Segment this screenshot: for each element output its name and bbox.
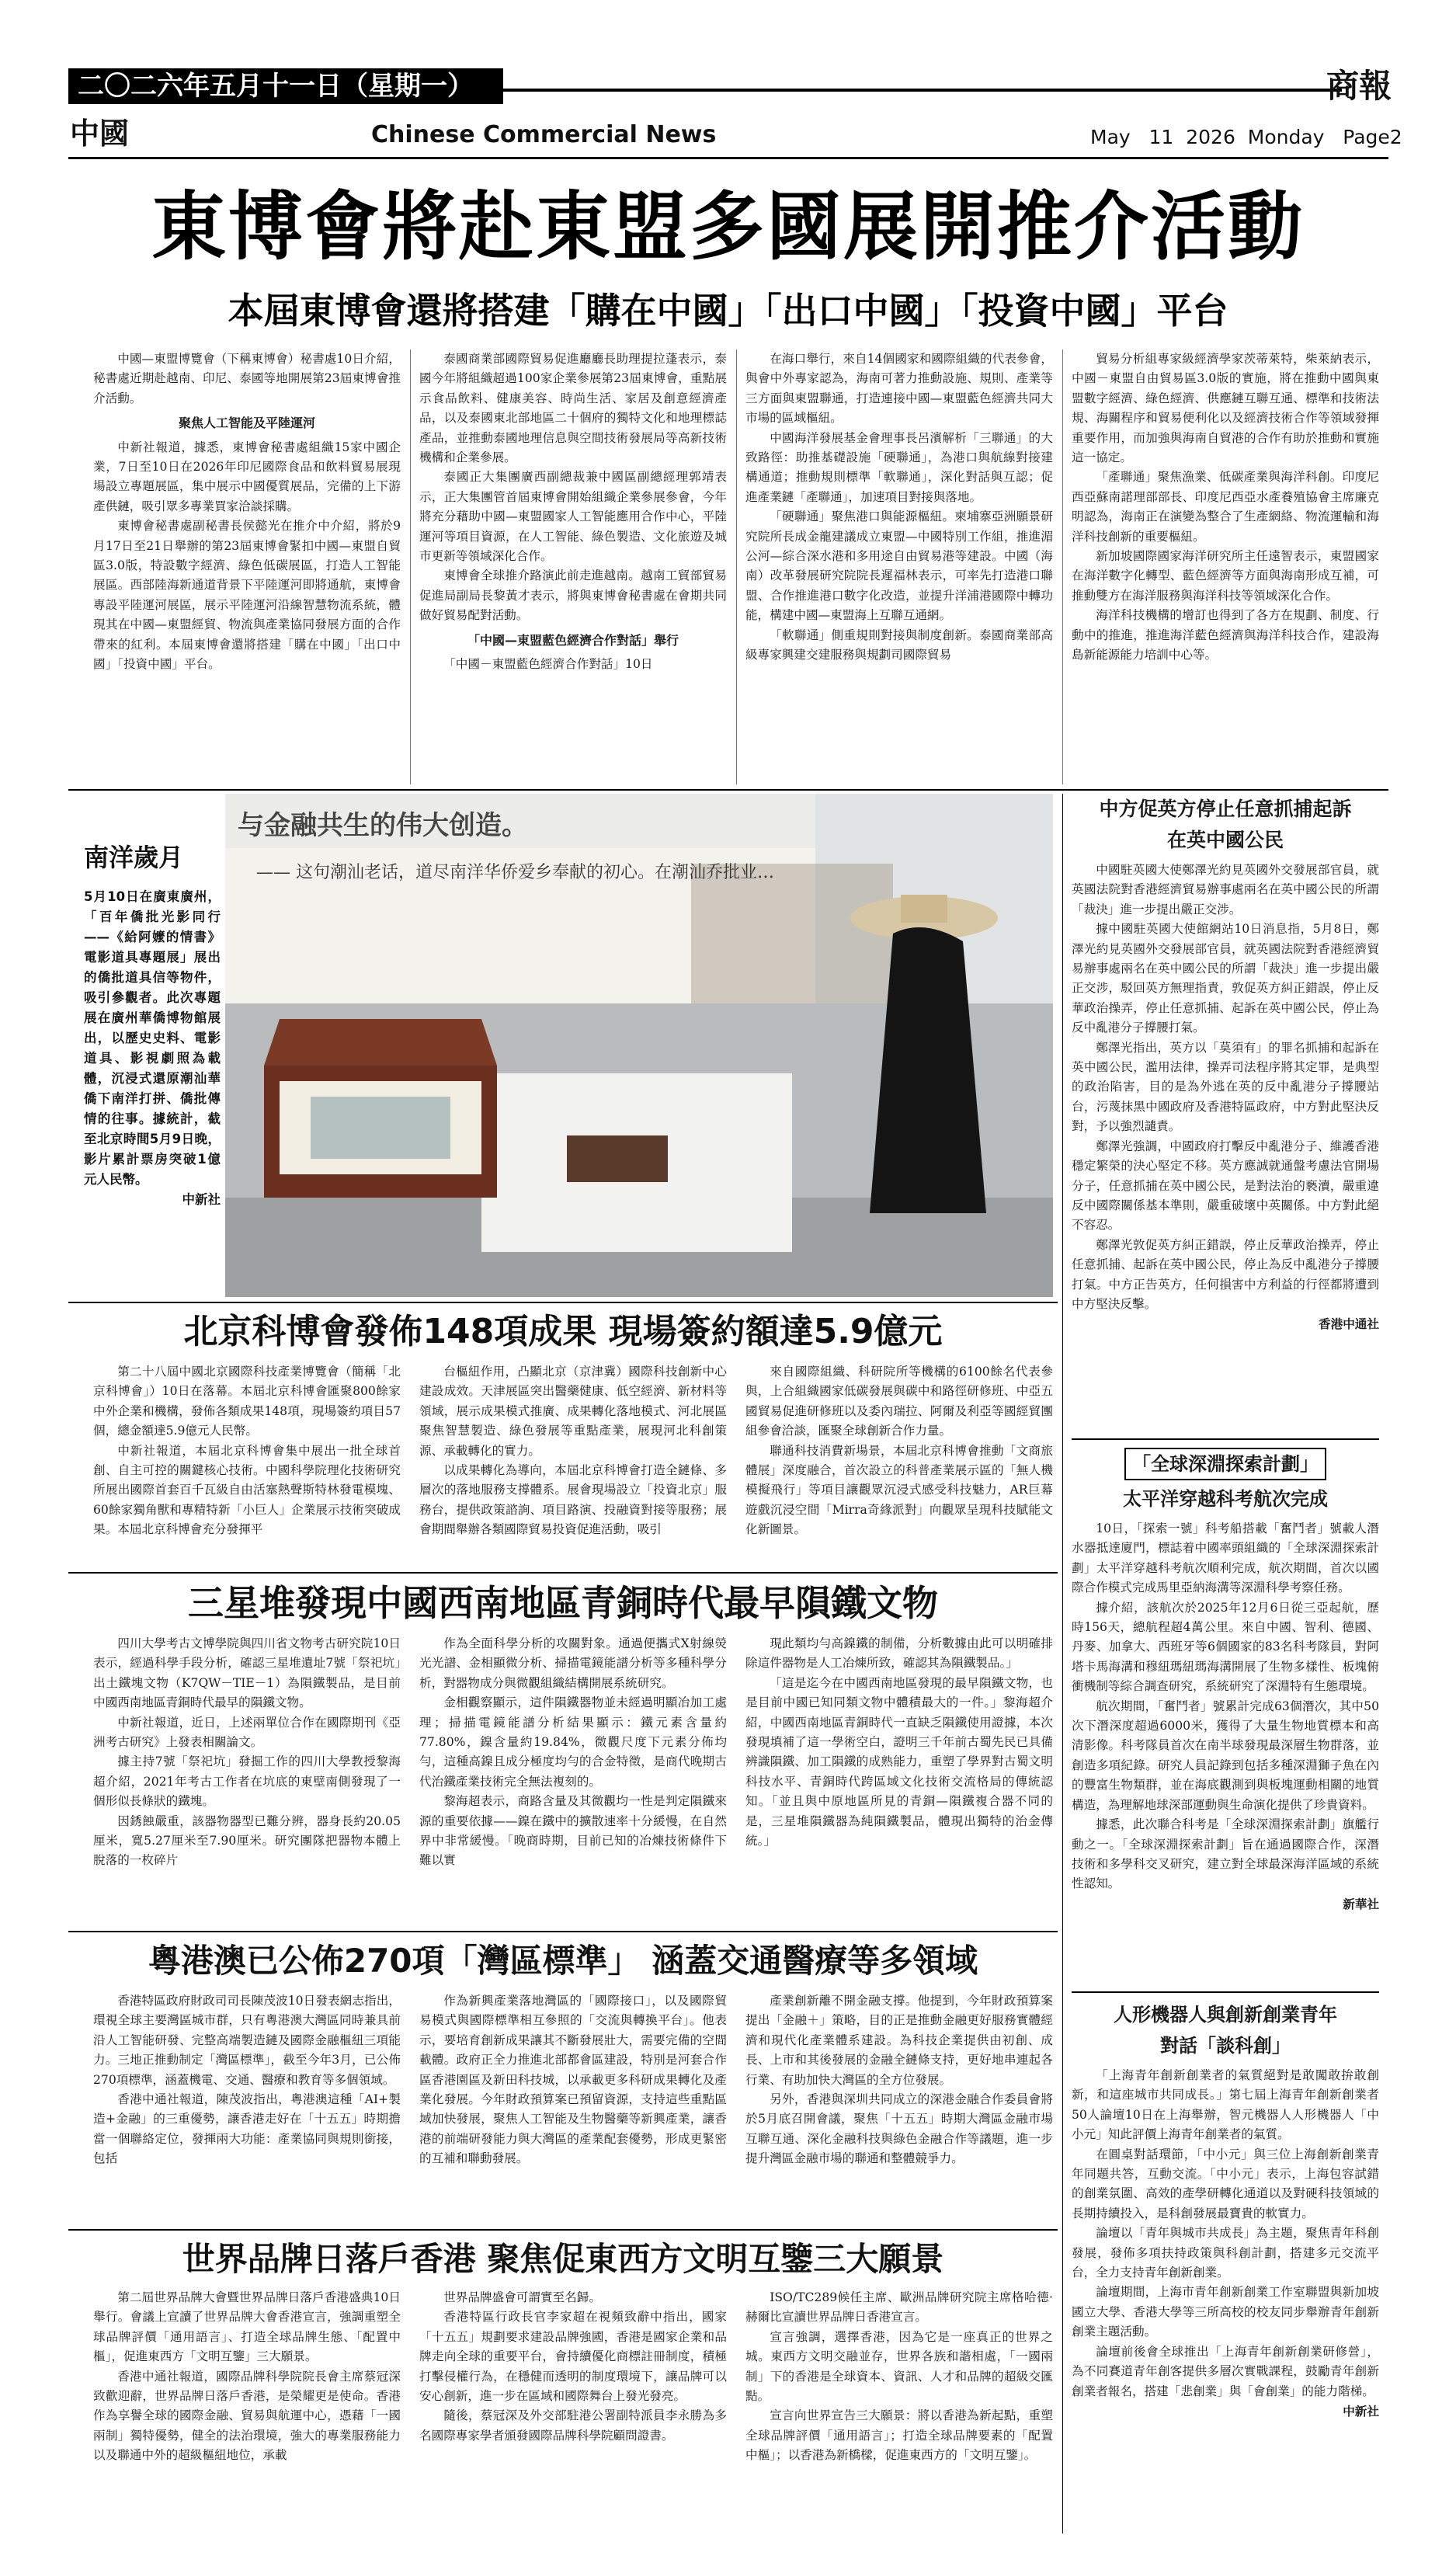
sidebar-article-2 <box>1072 1445 1379 1987</box>
s5-col-2 <box>419 2288 727 2533</box>
section-rule <box>68 1302 1058 1303</box>
date-en: May 11 2026 Monday Page2 <box>1090 126 1402 148</box>
sidebar-a3-p2: 在圓桌對話環節，「中小元」與三位上海創新創業青年同題共答，互動交流。「中小元」表示，上海包容試錯的創業氛圍、高效的產學研轉化通道以及對硬科技領域的長期持續投入，是科創發展最寶貴的軟實力。 <box>1072 2147 1379 2220</box>
s5-c3-p1: ISO/TC289候任主席、歐洲品牌研究院主席格哈德·赫爾比宣讀世界品牌日香港宣言。 <box>745 2290 1053 2325</box>
lead-c2-p4: 「中國－東盟藍色經濟合作對話」10日 <box>443 657 653 672</box>
s5-col-1 <box>93 2288 401 2533</box>
sidebar-divider <box>1062 794 1063 2533</box>
s5-c2-p1: 世界品牌盛會可謂實至名歸。 <box>443 2290 601 2304</box>
photo-caption-title: 南洋歲月 <box>84 843 184 872</box>
s2-col-1 <box>93 1362 401 1567</box>
sidebar-a1-p5: 鄭澤光敦促英方糾正錯誤，停止反華政治操弄，停止任意抓捕、起訴在英中國公民，停止為反中亂港分子撐腰打氣。中方正告英方，任何損害中方利益的行徑都將遭到中方堅決反擊。 <box>1072 1237 1379 1311</box>
lead-c4-p2: 「產聯通」聚焦漁業、低碳產業與海洋科創。印度尼西亞蘇南諾理部部長、印度尼西亞水產養殖協會主席廉克明認為，海南正在演變為整合了生產網絡、物流運輸和海洋科技創新的重要樞紐。 <box>1072 470 1379 544</box>
sidebar-a1-byline: 香港中通社 <box>1319 1316 1379 1332</box>
s5-c3-p2: 宣言強調，選擇香港，因為它是一座真正的世界之城。東西方文明交融並存，世界各族和諧相處，「一國兩制」下的香港是全球資本、資訊、人才和品牌的超級交匯點。 <box>745 2329 1053 2404</box>
lead-c3-p4: 「軟聯通」側重規則對接與制度創新。泰國商業部高級專家興建交建服務與規劃司國際貿易 <box>745 628 1053 662</box>
date-cn: 二〇二六年五月十一日（星期一） <box>78 71 474 102</box>
s4-col-1 <box>93 1991 401 2224</box>
sidebar-article-1 <box>1072 794 1379 1431</box>
s3-c2-p1: 作為全面科學分析的攻關對象。通過便攜式X射線熒光光譜、金相顯微分析、掃描電鏡能譜分析等多種科學分析，對器物成分與微觀組織結構開展系統研究。 <box>419 1636 727 1690</box>
sidebar-a1-p1: 中國駐英國大使鄭澤光約見英國外交發展部官員，就英國法院對香港經濟貿易辦事處兩名在英中國公民的所謂「裁決」進一步提出嚴正交涉。 <box>1072 863 1379 916</box>
s4-headline: 粵港澳已公佈270項「灣區標準」 涵蓋交通醫療等多領域 <box>148 1942 978 1980</box>
lead-c3-p2: 中國海洋發展基金會理事長呂濱解析「三聯通」的大致路徑：助推基礎設施「硬聯通」，為港口與航線對接建構通道；推動規則標準「軟聯通」，深化對話與互認；促進產業鏈「產聯通」，加速項目對接與落地。 <box>745 430 1053 504</box>
s5-c1-p2: 香港中通社報道，國際品牌科學院院長會主席蔡冠深致歡迎辭，世界品牌日落戶香港，是榮耀更是使命。香港作為享譽全球的國際金融、貿易與航運中心，憑藉「一國兩制」獨特優勢，健全的法治環境，強大的專業服務能力以及聯通中外的超級樞紐地位，承載 <box>93 2369 401 2463</box>
photo-caption-box <box>84 839 221 1297</box>
section-rule <box>68 1572 1058 1574</box>
news-photo <box>225 794 1053 1297</box>
top-rule <box>503 89 1342 92</box>
col-divider <box>736 350 737 784</box>
s3-c3-p2: 「這是迄今在中國西南地區發現的最早隕鐵文物，也是目前中國已知同類文物中體積最大的一件。」黎海超介紹，中國西南地區青銅時代一直缺乏隕鐵使用證據，本次發現填補了這一學術空白，證明三千年前古蜀先民已具備辨識隕鐵、加工隕鐵的成熟能力，重塑了學界對古蜀文明科技水平、青銅時代跨區域文化技術交流格局的傳統認知。「並且與中原地區所見的青銅—隕鐵複合器不同的是，三星堆隕鐵器為純隕鐵製品，體現出獨特的治金傳統。」 <box>745 1675 1053 1848</box>
lead-col-2 <box>419 350 727 784</box>
s4-c3-p2: 另外，香港與深圳共同成立的深港金融合作委員會將於5月底召開會議，聚焦「十五五」時期大灣區金融市場互聯互通、深化金融科技與綠色金融合作等議題，進一步提升灣區金融市場的聯通和整體競爭力。 <box>745 2092 1053 2166</box>
chest <box>264 1019 497 1198</box>
sidebar-a3-title-2: 對話「談科創」 <box>1160 2035 1291 2057</box>
lead-c4-p4: 海洋科技機構的增訂也得到了各方在規劃、制度、行動中的推進，推進海洋藍色經濟與海洋科技合作，建設海島新能源能力培訓中心等。 <box>1072 608 1379 662</box>
lead-c2-p3: 東博會全球推介路演此前走進越南。越南工貿部貿易促進局副局長黎黃才表示，將與東博會秘書處在會期共同做好貿易配對活動。 <box>419 569 727 623</box>
s3-headline: 三星堆發現中國西南地區青銅時代最早隕鐵文物 <box>188 1582 938 1624</box>
s2-col-3 <box>745 1362 1053 1567</box>
section-rule <box>68 2229 1058 2231</box>
section-rule <box>68 1931 1058 1932</box>
section-rule <box>68 789 1388 791</box>
lead-headline: 東博會將赴東盟多國展開推介活動 <box>151 183 1305 270</box>
photo-caption: 5月10日在廣東廣州，「百年僑批光影同行——《給阿嬤的情書》電影道具專題展」展出的僑批道具信等物件，吸引參觀者。此次專題展在廣州華僑博物館展出，以歷史史料、電影道具、影視劇照為載體，沉浸式還原潮汕華僑下南洋打拼、僑批傳情的往事。據統計，截至北京時間5月9日晚，影片累計票房突破1億元人民幣。 <box>84 889 221 1187</box>
s3-col-1 <box>93 1634 401 1926</box>
lead-c3-p3: 「硬聯通」聚焦港口與能源樞紐。柬埔寨亞洲願景研究院所長成金龍建議成立東盟—中國特別工作組，推進湄公河—綜合深水港和多用途自由貿易港等建設。中國（海南）改革發展研究院院長遲福林表示，可率先打造港口聯盟、合作推進港口數字化改造，並提升洋浦港國際中轉功能，構建中國—東盟海上互聯互通網。 <box>745 509 1053 623</box>
lead-c1-p3: 東博會秘書處副秘書長侯懿光在推介中介紹，將於9月17日至21日舉辦的第23屆東博會緊扣中國—東盟自貿區3.0版，特設數字經濟、綠色低碳展區，打造人工智能展區。西部陸海新通道背景下平陸運河即將通航，東博會專設平陸運河展區，展示平陸運河沿線智慧物流系統，體現其在中國—東盟經貿、物流與產業協同發展方面的合作帶來的紅利。本屆東博會還將搭建「購在中國」「出口中國」「投資中國」平台。 <box>93 519 401 672</box>
s3-c1-p2: 中新社報道，近日，上述兩單位合作在國際期刊《亞洲考古研究》上發表相關論文。 <box>93 1715 401 1750</box>
lead-c2-p2: 泰國正大集團廣西副總裁兼中國區副總經理郭靖表示，正大集團管首屆東博會開始組織企業參展參會，今年將充分藉助中國—東盟國家人工智能應用合作中心，平陸運河等項目資源，在人工智能、綠色製造、文化旅遊及城市更新等領域深化合作。 <box>419 470 727 564</box>
lead-c2-subheading: 「中國—東盟藍色經濟合作對話」舉行 <box>467 632 679 648</box>
lead-subhead: 本屆東博會還將搭建「購在中國」「出口中國」「投資中國」平台 <box>228 290 1228 332</box>
paper-name-en: Chinese Commercial News <box>371 121 717 148</box>
s2-c1-p1: 第二十八屆中國北京國際科技產業博覽會（簡稱「北京科博會」）10日在落幕。本屆北京科博會匯聚800餘家中外企業和機構，發佈各類成果148項，現場簽約項目57個，總金額達5.9億元人民幣。 <box>93 1365 401 1438</box>
lead-c1-p1: 中國—東盟博覽會（下稱東博會）秘書處10日介紹，秘書處近期赴越南、印尼、泰國等地開展第23屆東博會推介活動。 <box>93 352 401 405</box>
sidebar-a3-title-1: 人形機器人與創新創業青年 <box>1114 2004 1337 2026</box>
col-divider <box>410 350 411 784</box>
s4-c1-p1: 香港特區政府財政司司長陳茂波10日發表網志指出，環視全球主要灣區城市群，只有粵港澳大灣區同時兼具前沿人工智能研發、完整高端製造鏈及國際金融樞紐三項能力。三地正推動制定「灣區標準」，截至今年3月，已公佈270項標準，涵蓋機電、交通、醫療和教育等多個領域。 <box>93 1994 401 2087</box>
s5-col-3 <box>745 2288 1053 2533</box>
sidebar-a3-p4: 論壇期間，上海市青年創新創業工作室聯盟與新加坡國立大學、香港大學等三所高校的校友同步舉辦青年創新創業主題活動。 <box>1072 2285 1379 2339</box>
s5-c2-p3: 隨後，蔡冠深及外交部駐港公署副特派員李永勝為多名國際專家學者頒發國際品牌科學院顧問證書。 <box>419 2408 727 2443</box>
sidebar <box>1072 794 1379 2533</box>
photo-byline: 中新社 <box>182 1192 221 1207</box>
col-divider <box>1062 350 1063 784</box>
wall-text-2: —— 这句潮汕老话，道尽南洋华侨爱乡奉献的初心。在潮汕乔批业… <box>256 863 774 882</box>
s2-c1-p2: 中新社報道，本屆北京科博會集中展出一批全球首創、自主可控的關鍵核心技術。中國科學院理化技術研究所展出國際首套百千瓦級自由活塞熱聲斯特林發電模塊、60餘家獨角獸和專精特新「小巨人」企業展示技術突破成果。本屆北京科博會充分發揮平 <box>93 1443 401 1537</box>
sidebar-a2-p3: 航次期間，「奮鬥者」號累計完成63個潛次，其中50次下潛深度超過6000米，獲得了大量生物地質標本和高清影像。科考隊員首次在南半球發現最深層生物群落，並創造多項紀錄。研究人員記錄到包括多種深淵獅子魚在內的豐富生物類群，並在海底觀測到與板塊運動相關的地質構造，為理解地球深部運動與生命演化提供了珍貴資料。 <box>1072 1699 1379 1812</box>
lead-c1-subheading: 聚焦人工智能及平陸運河 <box>178 416 315 431</box>
section-name: 中國 <box>70 116 130 151</box>
s4-col-2 <box>419 1991 727 2224</box>
s2-headline: 北京科博會發佈148項成果 現場簽約額達5.9億元 <box>183 1312 943 1351</box>
s3-col-3 <box>745 1634 1053 1926</box>
sidebar-a3-p3: 論壇以「青年與城市共成長」為主題，聚焦青年科創發展，發佈多項扶持政策與科創計劃，搭建多元交流平台，全力支持青年創新創業。 <box>1072 2226 1379 2280</box>
s4-c1-p2: 香港中通社報道，陳茂波指出，粵港澳這種「AI+製造+金融」的三重優勢，讓香港走好在「十五五」時期擔當一個聯絡定位，發揮兩大功能：產業協同與規則銜接，包括 <box>93 2092 401 2166</box>
paper-name-cn: 商報 <box>1326 67 1392 105</box>
s5-headline: 世界品牌日落戶香港 聚焦促東西方文明互鑒三大願景 <box>182 2240 944 2278</box>
s3-c1-p1: 四川大學考古文博學院與四川省文物考古研究院10日表示，經過科學手段分析，確認三星堆遺址7號「祭祀坑」出土鐵塊文物（K7QW－TIE－1）為隕鐵製品，是目前中國西南地區青銅時代最早的隕鐵文物。 <box>93 1636 401 1710</box>
sidebar-a2-byline: 新華社 <box>1343 1896 1379 1911</box>
s3-c1-p3: 據主持7號「祭祀坑」發掘工作的四川大學教授黎海超介紹，2021年考古工作者在坑底的東壁南側發現了一個形似長條狀的鐵塊。 <box>93 1754 401 1809</box>
sidebar-a3-p1: 「上海青年創新創業者的氣質絕對是敢闖敢拚敢創新，和這座城市共同成長。」第七屆上海青年創新創業者50人論壇10日在上海舉辦，智元機器人人形機器人「中小元」知此評價上海青年創業者的氣質。 <box>1072 2068 1379 2142</box>
s2-col-2 <box>419 1362 727 1567</box>
lead-c2-p1: 泰國商業部國際貿易促進廳廳長助理提拉蓬表示，泰國今年將組織超過100家企業參展第23屆東博會，重點展示食品飲料、健康美容、時尚生活、家居及創意經濟產品，以及泰國東北部地區二十個府的獨特文化和地理標誌產品，並推動泰國地理信息與空間技術發展局等高新技術機構和企業參展。 <box>419 352 727 465</box>
lead-c4-p3: 新加坡國際國家海洋研究所主任遠智表示，東盟國家在海洋數字化轉型、藍色經濟等方面與海南形成互補，可推動雙方在海洋服務與海洋科技等領域深化合作。 <box>1072 549 1379 603</box>
sidebar-a1-p2: 據中國駐英國大使館網站10日消息指，5月8日，鄭澤光約見英國外交發展部官員，就英國法院對香港經濟貿易辦事處兩名在英中國公民的所謂「裁決」進一步提出嚴正交涉，駁回英方無理指責，敦促英方糾正錯誤，停止反華政治操弄，停止任意抓捕、起訴在英中國公民，停止為反中亂港分子撐腰打氣。 <box>1072 922 1379 1035</box>
exhibition-photo <box>225 794 1053 1297</box>
s3-c2-p2: 金相觀察顯示，這件隕鐵器物並未經過明顯冶加工處理；掃描電鏡能譜分析結果顯示：鐵元素含量約77.80%，鎳含量約19.84%，微觀尺度下元素分佈均勻，這種高鎳且成分極度均勻的合金特徵，是商代晚期古代治鐵產業技術完全無法複刻的。 <box>419 1695 727 1789</box>
section-rule <box>1072 1991 1379 1993</box>
s4-c2-p1: 作為新興產業落地灣區的「國際接口」，以及國際貿易模式與國際標準相互參照的「交流與轉換平台」。他表示，要培育創新成果讓其不斷發展壯大，需要完備的空間載體。政府正全力推進北部都會區建設，特別是河套合作區香港園區及新田科技城，以承載更多科研成果轉化及產業化發展。今年財政預算案已預留資源，支持這些重點區域加快發展，聚焦人工智能及生物醫藥等新興產業，讓香港的前端研發能力與大灣區的產業配套優勢，形成更緊密的互補和聯動發展。 <box>419 1994 727 2166</box>
sidebar-a2-title-2: 太平洋穿越科考航次完成 <box>1123 1488 1328 1510</box>
lead-c3-p1: 在海口舉行，來自14個國家和國際組織的代表參會，與會中外專家認為，海南可著力推動設施、規則、產業等三方面與東盟聯通，打造連接中國—東盟藍色經濟共同大市場的區域樞紐。 <box>745 352 1053 426</box>
sidebar-a2-p2: 據介紹，該航次於2025年12月6日從三亞起航，歷時156天，總航程超4萬公里。來自中國、智利、德國、丹麥、加拿大、西班牙等6個國家的83名科考隊員，對阿塔卡馬海溝和穆紐瑪紐瑪海溝開展了生物多樣性、板塊俯衝機制等綜合調查研究，系統研究了深淵特有生態環境。 <box>1072 1600 1379 1694</box>
sidebar-a3-byline: 中新社 <box>1343 2403 1379 2419</box>
sidebar-article-3 <box>1072 1999 1379 2533</box>
s3-c2-p3: 黎海超表示，商路含量及其微觀均一性是判定隕鐵來源的重要依據——鎳在鐵中的擴散速率十分緩慢，在自然界中非常緩慢。「晚商時期，目前已知的冶煉技術條件下難以實 <box>419 1794 727 1868</box>
s3-c3-p1: 現此類均勻高鎳鐵的制備，分析數據由此可以明確排除這件器物是人工冶煉所致，確認其為隕鐵製品。」 <box>745 1636 1053 1671</box>
s2-c2-p1: 台樞紐作用，凸顯北京（京津冀）國際科技創新中心建設成效。天津展區突出醫藥健康、低空經濟、新材料等領域，展示成果模式推廣、成果轉化落地模式、河北展區聚焦智慧製造、綠色發展等重點產業，展現河北科創策源、承載轉化的實力。 <box>419 1365 727 1458</box>
s2-c3-p1: 來自國際組織、科研院所等機構的6100餘名代表參與，上合組織國家低碳發展與碳中和路徑研修班、中亞五國貿易促進研修班以及委內瑞拉、阿爾及利亞等國經貿團組參會洽談，匯聚全球創新合作力量。 <box>745 1365 1053 1438</box>
s5-c1-p1: 第二屆世界品牌大會暨世界品牌日落戶香港盛典10日舉行。會議上宣讀了世界品牌大會香港宣言，強調重塑全球品牌評價「通用語言」、打造全球品牌生態、「配置中樞」，促進東西方「文明互鑒」三大願景。 <box>93 2290 401 2364</box>
s2-c3-p2: 聯通科技消費新場景，本屆北京科博會推動「文商旅體展」深度融合，首次設立的科普產業展示區的「無人機模擬飛行」等項目讓觀眾沉浸式感受科技魅力，AR巨幕遊戲沉浸空間「Mirra奇緣派對」向觀眾呈現科技賦能文化新圖景。 <box>745 1443 1053 1537</box>
lead-col-1 <box>93 350 401 784</box>
sidebar-a2-title-1 <box>1072 1448 1379 1480</box>
sidebar-a2-p1: 10日，「探索一號」科考船搭載「奮鬥者」號載人潛水器抵達廈門，標誌着中國率頭組織的「全球深淵探索計劃」太平洋穿越科考航次順利完成，航次期間，首次以國際合作模式完成馬里亞納海溝等深淵科學考察任務。 <box>1072 1521 1379 1595</box>
wall-text-1: 与金融共生的伟大创造。 <box>238 810 528 841</box>
sidebar-a3-p5: 論壇前後會全球推出「上海青年創新創業研修營」，為不同賽道青年創客提供多層次實戰課程，鼓勵青年創新創業者報名，搭建「悲創業」與「會創業」的能力階梯。 <box>1072 2344 1379 2398</box>
s3-c1-p4: 因銹蝕嚴重，該器物器型已難分辨，器身長約20.05厘米，寬5.27厘米至7.90厘米。研究團隊把器物本體上脫落的一枚碎片 <box>93 1814 401 1868</box>
s5-c2-p2: 香港特區行政長官李家超在視頻致辭中指出，國家「十五五」規劃要求建設品牌強國，香港是國家企業和品牌走向全球的重要平台，會持續優化商標註冊制度，積極打擊侵權行為，在穩健而透明的制度環境下，讓品牌可以安心創新，進一步在區域和國際舞台上發光發亮。 <box>419 2310 727 2404</box>
sidebar-a1-title-1: 中方促英方停止任意抓捕起訴 <box>1099 798 1352 820</box>
sidebar-a1-p4: 鄭澤光強調，中國政府打擊反中亂港分子、維護香港穩定繁榮的決心堅定不移。英方應誠就通盤考慮法官開場分子，任意抓捕在英中國公民，是對法治的褻瀆，嚴重違反中國際關係基本準則，嚴重破壞中英關係。中方對此絕不容忍。 <box>1072 1139 1379 1233</box>
sidebar-a1-p3: 鄭澤光指出，英方以「莫須有」的罪名抓捕和起訴在英中國公民，濫用法律，操弄司法程序將其定罪，是典型的政治陷害，目的是為外逃在英的反中亂港分子撐腰站台，污蔑抹黑中國政府及香港特區政府，中方對此堅決反對，予以強烈譴責。 <box>1072 1040 1379 1134</box>
section-rule <box>1072 1438 1379 1440</box>
s2-c2-p2: 以成果轉化為導向，本屆北京科博會打造全鏈條、多層次的落地服務支撐體系。展會現場設立「投資北京」服務台，提供政策諮詢、項目路演、投融資對接等服務；展會期間舉辦各類國際貿易投資促進活動，吸引 <box>419 1463 727 1537</box>
sidebar-a2-p4: 據悉，此次聯合科考是「全球深淵探索計劃」旗艦行動之一。「全球深淵探索計劃」旨在通過國際合作，深潛技術和多學科交叉研究，建立對全球最深海洋區域的系統性認知。 <box>1072 1817 1379 1891</box>
s3-col-2 <box>419 1634 727 1926</box>
sidebar-a1-title-2: 在英中國公民 <box>1166 829 1284 851</box>
lead-c1-p2: 中新社報道，據悉，東博會秘書處組織15家中國企業，7日至10日在2026年印尼國際食品和飲料貿易展現場設立專題展區，集中展示中國優質展品，完備的上下游產供鏈，吸引眾多專業買家洽談採購。 <box>93 440 401 513</box>
sidebar-a2-title-box: 「全球深淵探索計劃」 <box>1124 1448 1326 1480</box>
lead-col-3 <box>745 350 1053 784</box>
s5-c3-p3: 宣言向世界宣告三大願景：將以香港為新起點，重塑全球品牌評價「通用語言」；打造全球品牌要素的「配置中樞」；以香港為新橋樑，促進東西方的「文明互鑒」。 <box>745 2408 1053 2463</box>
masthead <box>68 67 1402 162</box>
lead-c4-p1: 貿易分析組專家級經濟學家茨蒂萊特，柴萊納表示，中國－東盟自由貿易區3.0版的實施，將在推動中國與東盟數字經濟、綠色經濟、供應鏈互聯互通、標準和技術法規、海關程序和貿易便利化以及經濟技術合作等領域發揮重要作用，而加強與海南自貿港的合作有助於推動和實施這一協定。 <box>1072 352 1379 465</box>
s4-c3-p1: 產業創新離不開金融支撐。他提到，今年財政預算案提出「金融＋」策略，目的正是推動金融更好服務實體經濟和現代化產業體系建設。為科技企業提供由初創、成長、上市和其後發展的金融全鏈條支持，更好地串連起各行業、有助加快大灣區的全方位發展。 <box>745 1994 1053 2087</box>
masthead-rule <box>68 157 1388 159</box>
s4-col-3 <box>745 1991 1053 2224</box>
lead-col-4 <box>1072 350 1379 784</box>
